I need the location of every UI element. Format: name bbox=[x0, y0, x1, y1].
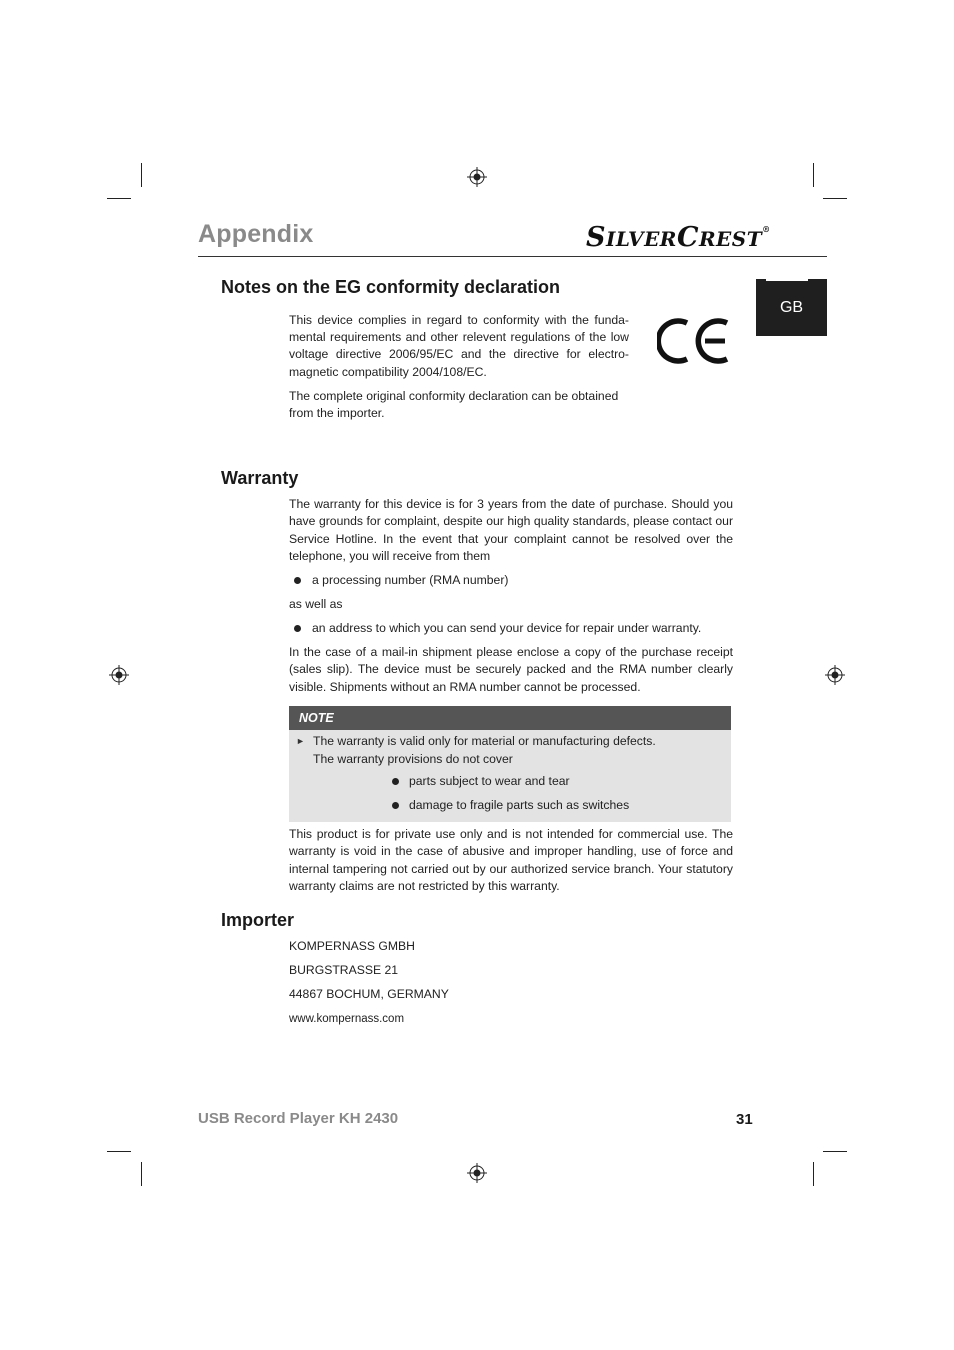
registration-mark-icon bbox=[109, 665, 129, 685]
language-tab: GB bbox=[756, 279, 827, 336]
registration-mark-icon bbox=[467, 167, 487, 187]
conformity-line: mental requirements and other relevent regulations of the low bbox=[289, 330, 629, 344]
warranty-bullet: an address to which you can send your device for repair under warranty. bbox=[312, 621, 702, 635]
importer-heading: Importer bbox=[221, 910, 295, 930]
crop-mark bbox=[141, 163, 142, 187]
bullet-icon bbox=[294, 625, 301, 632]
note-title: NOTE bbox=[289, 706, 731, 730]
note-bullet: parts subject to wear and tear bbox=[409, 774, 570, 788]
importer-street: BURGSTRASSE 21 bbox=[289, 963, 399, 977]
note-line: The warranty is valid only for material or manufacturing defects. bbox=[313, 734, 656, 748]
page-number: 31 bbox=[736, 1111, 753, 1128]
arrow-right-icon: ► bbox=[296, 736, 305, 746]
crop-mark bbox=[107, 1151, 131, 1152]
conformity-line: This device complies in regard to conformity with the funda- bbox=[289, 313, 629, 327]
ce-mark-icon bbox=[657, 315, 731, 367]
conformity-line: voltage directive 2006/95/EC and the directive for electro- bbox=[289, 347, 629, 361]
warranty-heading: Warranty bbox=[221, 468, 299, 488]
bullet-icon bbox=[294, 577, 301, 584]
note-line: The warranty provisions do not cover bbox=[313, 752, 513, 766]
crop-mark bbox=[823, 1151, 847, 1152]
registration-mark-icon bbox=[467, 1163, 487, 1183]
crop-mark bbox=[813, 1162, 814, 1186]
crop-mark bbox=[107, 198, 131, 199]
conformity-line: magnetic compatibility 2004/108/EC. bbox=[289, 365, 487, 379]
header-rule bbox=[198, 256, 827, 257]
importer-company: KOMPERNASS GMBH bbox=[289, 939, 415, 953]
crop-mark bbox=[813, 163, 814, 187]
warranty-intro: The warranty for this device is for 3 years from the date of purchase. Should you have grounds for complaint, despite our high quality standards, please contact our Service Hotline. In the event that your complaint cannot be resolved over the telephone, you will receive from them bbox=[289, 497, 733, 564]
mailin-paragraph: In the case of a mail-in shipment please enclose a copy of the purchase receipt (sales slip). The device must be securely packed and the RMA number clearly visible. Shipments without an RMA number cannot be processed. bbox=[289, 645, 733, 694]
section-title: Appendix bbox=[198, 220, 314, 248]
bullet-icon bbox=[392, 802, 399, 809]
crop-mark bbox=[141, 1162, 142, 1186]
crop-mark bbox=[823, 198, 847, 199]
bullet-icon bbox=[392, 778, 399, 785]
warranty-bullet: a processing number (RMA number) bbox=[312, 573, 509, 587]
as-well-as-text: as well as bbox=[289, 597, 343, 611]
language-tab-accent bbox=[766, 279, 808, 281]
note-bullet: damage to fragile parts such as switches bbox=[409, 798, 630, 812]
brand-logo: SILVERCREST® bbox=[586, 222, 771, 253]
registration-mark-icon bbox=[825, 665, 845, 685]
conformity-heading: Notes on the EG conformity declaration bbox=[221, 277, 561, 297]
private-use-paragraph: This product is for private use only and is not intended for commercial use. The warranty is void in the case of abusive and improper handling, use of force and internal tampering not carried out by our authorized service branch. Your statutory warranty claims are not restricted by this warranty. bbox=[289, 827, 733, 894]
importer-city: 44867 BOCHUM, GERMANY bbox=[289, 987, 449, 1001]
footer-product-name: USB Record Player KH 2430 bbox=[198, 1110, 399, 1127]
importer-website: www.kompernass.com bbox=[289, 1013, 405, 1025]
conformity-paragraph: The complete original conformity declaration can be obtained from the importer. bbox=[289, 389, 619, 421]
